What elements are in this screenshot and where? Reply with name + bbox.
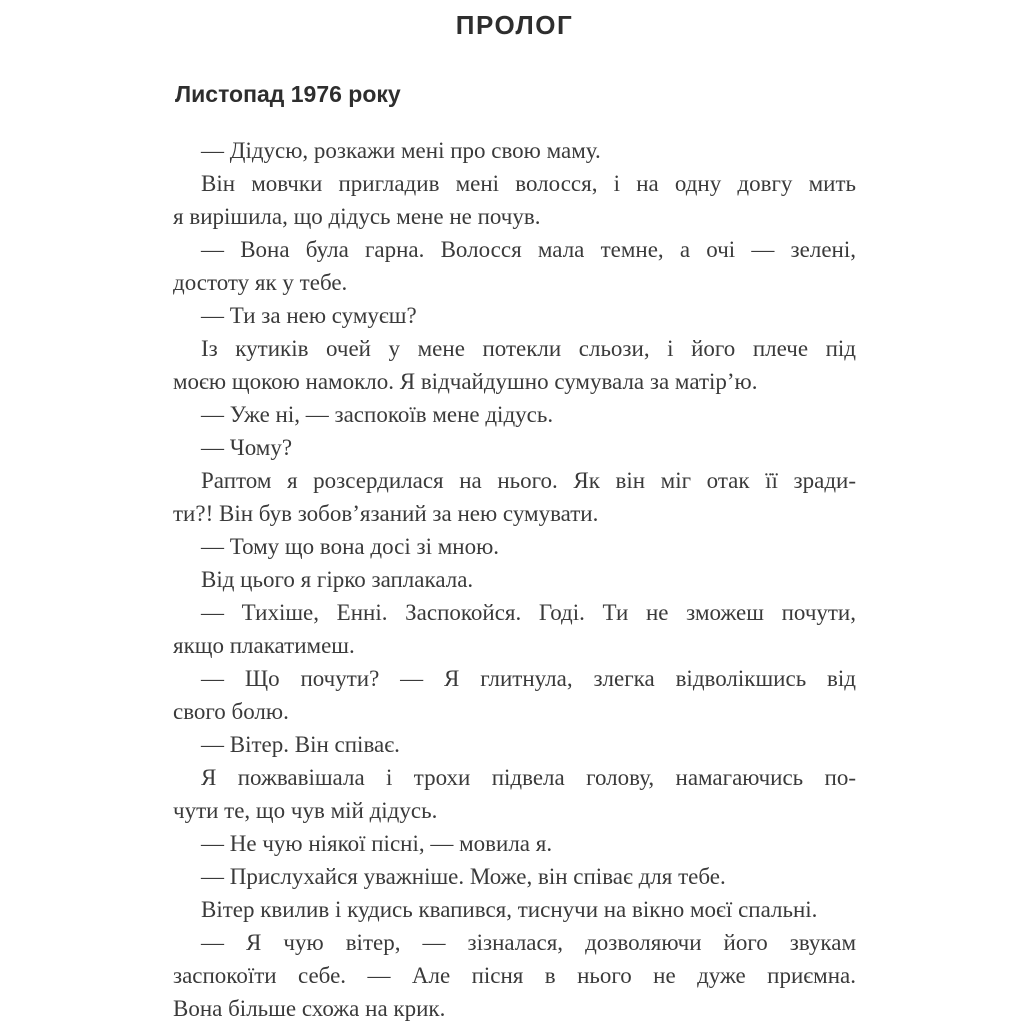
paragraph — [173, 134, 856, 167]
text-line: — Я чую вітер, — зізналася, дозволяючи його звукам — [201, 930, 856, 955]
paragraph — [173, 299, 856, 332]
text-line: Із кутиків очей у мене потекли сльози, і його плече під — [201, 336, 856, 361]
text-line: — Прислухайся уважніше. Може, він співає для тебе. — [201, 864, 726, 889]
paragraph — [173, 926, 856, 1024]
text-line: — Ти за нею сумуєш? — [201, 303, 417, 328]
text-line: я вирішила, що дідусь мене не почув. — [173, 204, 541, 229]
body-text — [173, 134, 856, 1024]
text-line: ти?! Він був зобов’язаний за нею сумувати. — [173, 501, 599, 526]
text-line: достоту як у тебе. — [173, 270, 348, 295]
paragraph — [173, 728, 856, 761]
text-line: свого болю. — [173, 699, 289, 724]
paragraph — [173, 893, 856, 926]
text-line: заспокоїти себе. — Але пісня в нього не дуже приємна. — [173, 963, 856, 988]
text-line: — Тому що вона досі зі мною. — [201, 534, 500, 559]
paragraph — [173, 398, 856, 431]
text-line: Вітер квилив і кудись квапився, тиснучи на вікно моєї спальні. — [201, 897, 818, 922]
paragraph — [173, 827, 856, 860]
text-line: чути те, що чув мій дідусь. — [173, 798, 438, 823]
text-line: моєю щокою намокло. Я відчайдушно сумувала за матір’ю. — [173, 369, 758, 394]
paragraph — [173, 530, 856, 563]
text-line: — Дідусю, розкажи мені про свою маму. — [201, 138, 601, 163]
text-line: — Чому? — [201, 435, 293, 460]
text-line: — Вітер. Він співає. — [201, 732, 400, 757]
text-line: Від цього я гірко заплакала. — [201, 567, 474, 592]
text-line: Він мовчки пригладив мені волосся, і на одну довгу мить — [201, 171, 856, 196]
paragraph — [173, 860, 856, 893]
text-line: — Що почути? — Я глитнула, злегка відволікшись від — [201, 666, 856, 691]
paragraph — [173, 464, 856, 530]
paragraph — [173, 167, 856, 233]
text-line: — Вона була гарна. Волосся мала темне, а очі — зелені, — [201, 237, 856, 262]
paragraph — [173, 662, 856, 728]
text-line: — Тихіше, Енні. Заспокойся. Годі. Ти не зможеш почути, — [201, 600, 856, 625]
text-line: — Уже ні, — заспокоїв мене дідусь. — [201, 402, 554, 427]
paragraph — [173, 233, 856, 299]
text-line: — Не чую ніякої пісні, — мовила я. — [201, 831, 553, 856]
section-date-heading: Листопад 1976 року — [175, 81, 401, 107]
paragraph — [173, 332, 856, 398]
text-line: Вона більше схожа на крик. — [173, 996, 446, 1021]
paragraph — [173, 563, 856, 596]
text-line: Я пожвавішала і трохи підвела голову, намагаючись по- — [201, 765, 856, 790]
paragraph — [173, 431, 856, 464]
paragraph — [173, 761, 856, 827]
paragraph — [173, 596, 856, 662]
page-title: ПРОЛОГ — [455, 10, 574, 40]
text-line: Раптом я розсердилася на нього. Як він міг отак її зради- — [201, 468, 856, 493]
text-line: якщо плакатимеш. — [173, 633, 355, 658]
